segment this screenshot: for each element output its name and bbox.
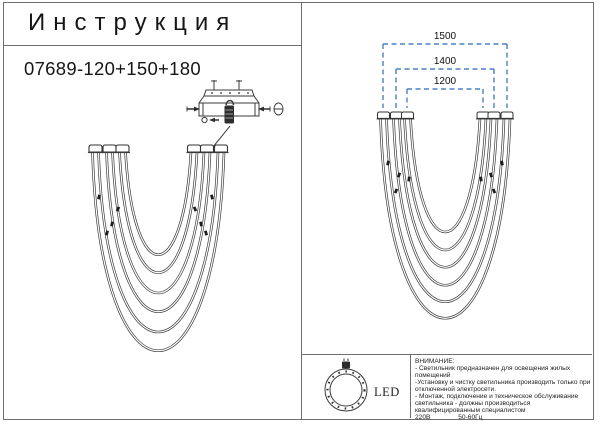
voltage-value: 220В — [415, 414, 431, 421]
right-chandelier-drawing — [377, 112, 514, 318]
left-chandelier-drawing — [88, 145, 229, 351]
led-label: LED — [374, 385, 400, 399]
warning-notice — [415, 358, 589, 421]
dimension-label-1200: 1200 — [433, 76, 457, 87]
notice-line: - Светильник предназначен для освещения жилых — [415, 365, 571, 372]
led-ring-icon — [325, 359, 367, 412]
dimension-label-1400: 1400 — [433, 56, 457, 67]
notice-line: квалифицированным специалистом — [415, 407, 526, 414]
notice-line: светильника - должны производиться — [415, 400, 531, 407]
notice-line: отключенной электросети. — [415, 386, 497, 393]
model-number: 07689-120+150+180 — [24, 58, 201, 79]
dimension-label-1500: 1500 — [433, 31, 457, 42]
notice-line: - Монтаж, подключение и техническое обслуживание — [415, 393, 579, 400]
notice-heading: ВНИМАНИЕ: — [415, 358, 455, 365]
notice-line: помещений — [415, 372, 451, 379]
ceiling-bracket-diagram — [187, 80, 284, 147]
page-title: Инструкция — [28, 9, 238, 36]
frequency-value: 50-60Гц — [458, 414, 483, 421]
power-spec-row — [415, 414, 589, 421]
notice-line: -Установку и чистку светильника производить только при — [415, 379, 591, 386]
